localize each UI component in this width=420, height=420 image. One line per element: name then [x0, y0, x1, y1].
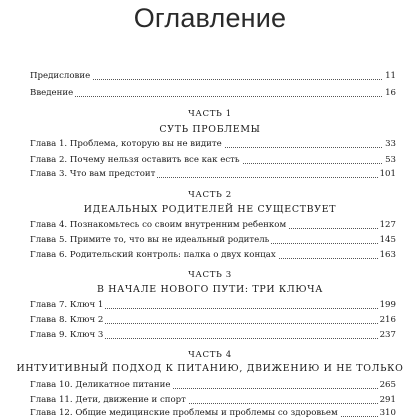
toc-entry-page: 101 [379, 169, 396, 179]
toc-entry-label: Глава 10. Деликатное питание [30, 380, 171, 390]
toc-entry-label: Глава 1. Проблема, которую вы не видите [30, 139, 222, 149]
part-4-label: ЧАСТЬ 4 [188, 350, 232, 360]
part-1-title: СУТЬ ПРОБЛЕМЫ [159, 124, 261, 135]
toc-entry-chapter-10[interactable] [30, 378, 396, 392]
toc-entry-label: Глава 7. Ключ 1 [30, 300, 104, 310]
part-1-label: ЧАСТЬ 1 [188, 109, 232, 119]
toc-entry-chapter-1[interactable] [30, 137, 396, 151]
toc-entry-page: 33 [385, 139, 396, 149]
toc-entry-label: Глава 2. Почему нельзя оставить все как есть [30, 155, 240, 165]
toc-entry-introduction[interactable] [30, 86, 396, 100]
toc-entry-chapter-4[interactable] [30, 218, 396, 232]
toc-entry-page: 237 [379, 330, 396, 340]
toc-entry-label: Глава 9. Ключ 3 [30, 330, 104, 340]
part-3-label: ЧАСТЬ 3 [188, 270, 232, 280]
toc-entry-label: Глава 4. Познакомьтесь со своим внутренним ребенком [30, 220, 287, 230]
toc-entry-chapter-6[interactable] [30, 248, 396, 262]
toc-entry-chapter-9[interactable] [30, 328, 396, 342]
page-title: Оглавление [133, 3, 287, 33]
toc-entry-page: 310 [379, 408, 396, 418]
toc-entry-page: 216 [379, 315, 396, 325]
toc-entry-label: Глава 11. Дети, движение и спорт [30, 395, 186, 405]
part-2-title: ИДЕАЛЬНЫХ РОДИТЕЛЕЙ НЕ СУЩЕСТВУЕТ [83, 204, 337, 215]
toc-entry-chapter-7[interactable] [30, 298, 396, 312]
toc-entry-page: 127 [379, 220, 396, 230]
toc-entry-label: Глава 5. Примите то, что вы не идеальный родитель [30, 235, 270, 245]
toc-entry-label: Глава 12. Общие медицинские проблемы и проблемы со здоровьем [30, 408, 338, 418]
toc-entry-chapter-12[interactable] [30, 406, 396, 420]
toc-entry-chapter-5[interactable] [30, 233, 396, 247]
toc-entry-page: 163 [379, 250, 396, 260]
toc-entry-page: 291 [379, 395, 396, 405]
toc-entry-preface[interactable] [30, 69, 396, 83]
toc-entry-label: Глава 6. Родительский контроль: палка о двух концах [30, 250, 276, 260]
toc-entry-chapter-8[interactable] [30, 313, 396, 327]
toc-entry-label: Предисловие [30, 71, 91, 81]
toc-entry-page: 11 [385, 71, 396, 81]
toc-entry-page: 16 [385, 88, 396, 98]
toc-entry-chapter-2[interactable] [30, 153, 396, 167]
toc-entry-page: 265 [379, 380, 396, 390]
toc-entry-chapter-3[interactable] [30, 167, 396, 181]
toc-entry-label: Введение [30, 88, 74, 98]
toc-entry-label: Глава 3. Что вам предстоит [30, 169, 156, 179]
toc-entry-page: 145 [379, 235, 396, 245]
toc-entry-page: 53 [385, 155, 396, 165]
toc-entry-chapter-11[interactable] [30, 393, 396, 407]
toc-entry-page: 199 [379, 300, 396, 310]
part-3-title: В НАЧАЛЕ НОВОГО ПУТИ: ТРИ КЛЮЧА [97, 284, 323, 295]
toc-entry-label: Глава 8. Ключ 2 [30, 315, 104, 325]
dot-leader [30, 96, 396, 97]
part-2-label: ЧАСТЬ 2 [188, 190, 232, 200]
part-4-title: ИНТУИТИВНЫЙ ПОДХОД К ПИТАНИЮ, ДВИЖЕНИЮ И НЕ ТОЛЬКО [16, 363, 404, 374]
